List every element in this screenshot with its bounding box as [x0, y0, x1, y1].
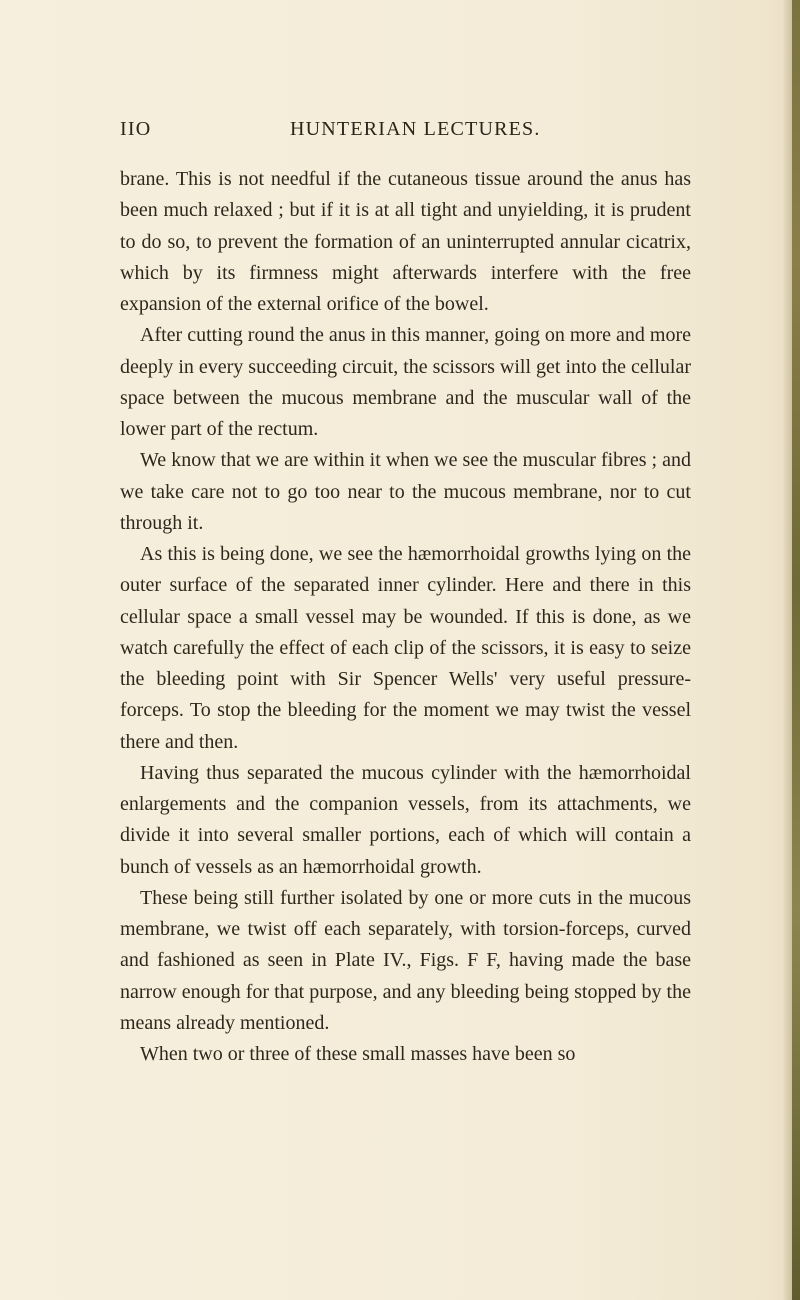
paragraph: When two or three of these small masses have been so: [140, 1043, 576, 1065]
page-edge: [792, 0, 800, 1300]
paragraph: After cutting round the anus in this manner, going on more and more deeply in every succeeding circuit, the scissors will get into the cellular space between the mucous membrane and the muscular wall of the lower part of the rectum.: [120, 324, 691, 440]
page-edge-shadow: [782, 0, 792, 1300]
running-head: HUNTERIAN LECTURES.: [290, 118, 541, 140]
paragraph: brane. This is not needful if the cutaneous tissue around the anus has been much relaxed ; but if it is at all tight and unyielding, it is prudent to do so, to prevent the formation of an uninterrupted annular cicatrix, which by its firmness might afterwards interfere with the free expansion of the external orifice of the bowel.: [120, 168, 691, 315]
paragraph: We know that we are within it when we see the muscular fibres ; and we take care not to go too near to the mucous membrane, nor to cut through it.: [120, 449, 691, 534]
paragraph: These being still further isolated by one or more cuts in the mucous membrane, we twist off each separately, with torsion-forceps, curved and fashioned as seen in Plate IV., Figs. F F, having made the base narrow enough for that purpose, and any bleeding being stopped by the means already mentioned.: [120, 886, 691, 1034]
paragraph: As this is being done, we see the hæmorrhoidal growths lying on the outer surface of the separated inner cylinder. Here and there in this cellular space a small vessel may be wounded. If this is done, as we watch carefully the effect of each clip of the scissors, it is easy to seize the bleeding point with Sir Spencer Wells' very useful pressure-forceps. To stop the bleeding for the moment we may twist the vessel there and then.: [120, 543, 691, 753]
body-text: [120, 164, 691, 1070]
paragraph: Having thus separated the mucous cylinder with the hæmorrhoidal enlargements and the companion vessels, from its attachments, we divide it into several smaller portions, each of which will contain a bunch of vessels as an hæmorrhoidal growth.: [120, 761, 691, 878]
page-number: IIO: [120, 118, 152, 140]
page-header: [120, 118, 688, 148]
